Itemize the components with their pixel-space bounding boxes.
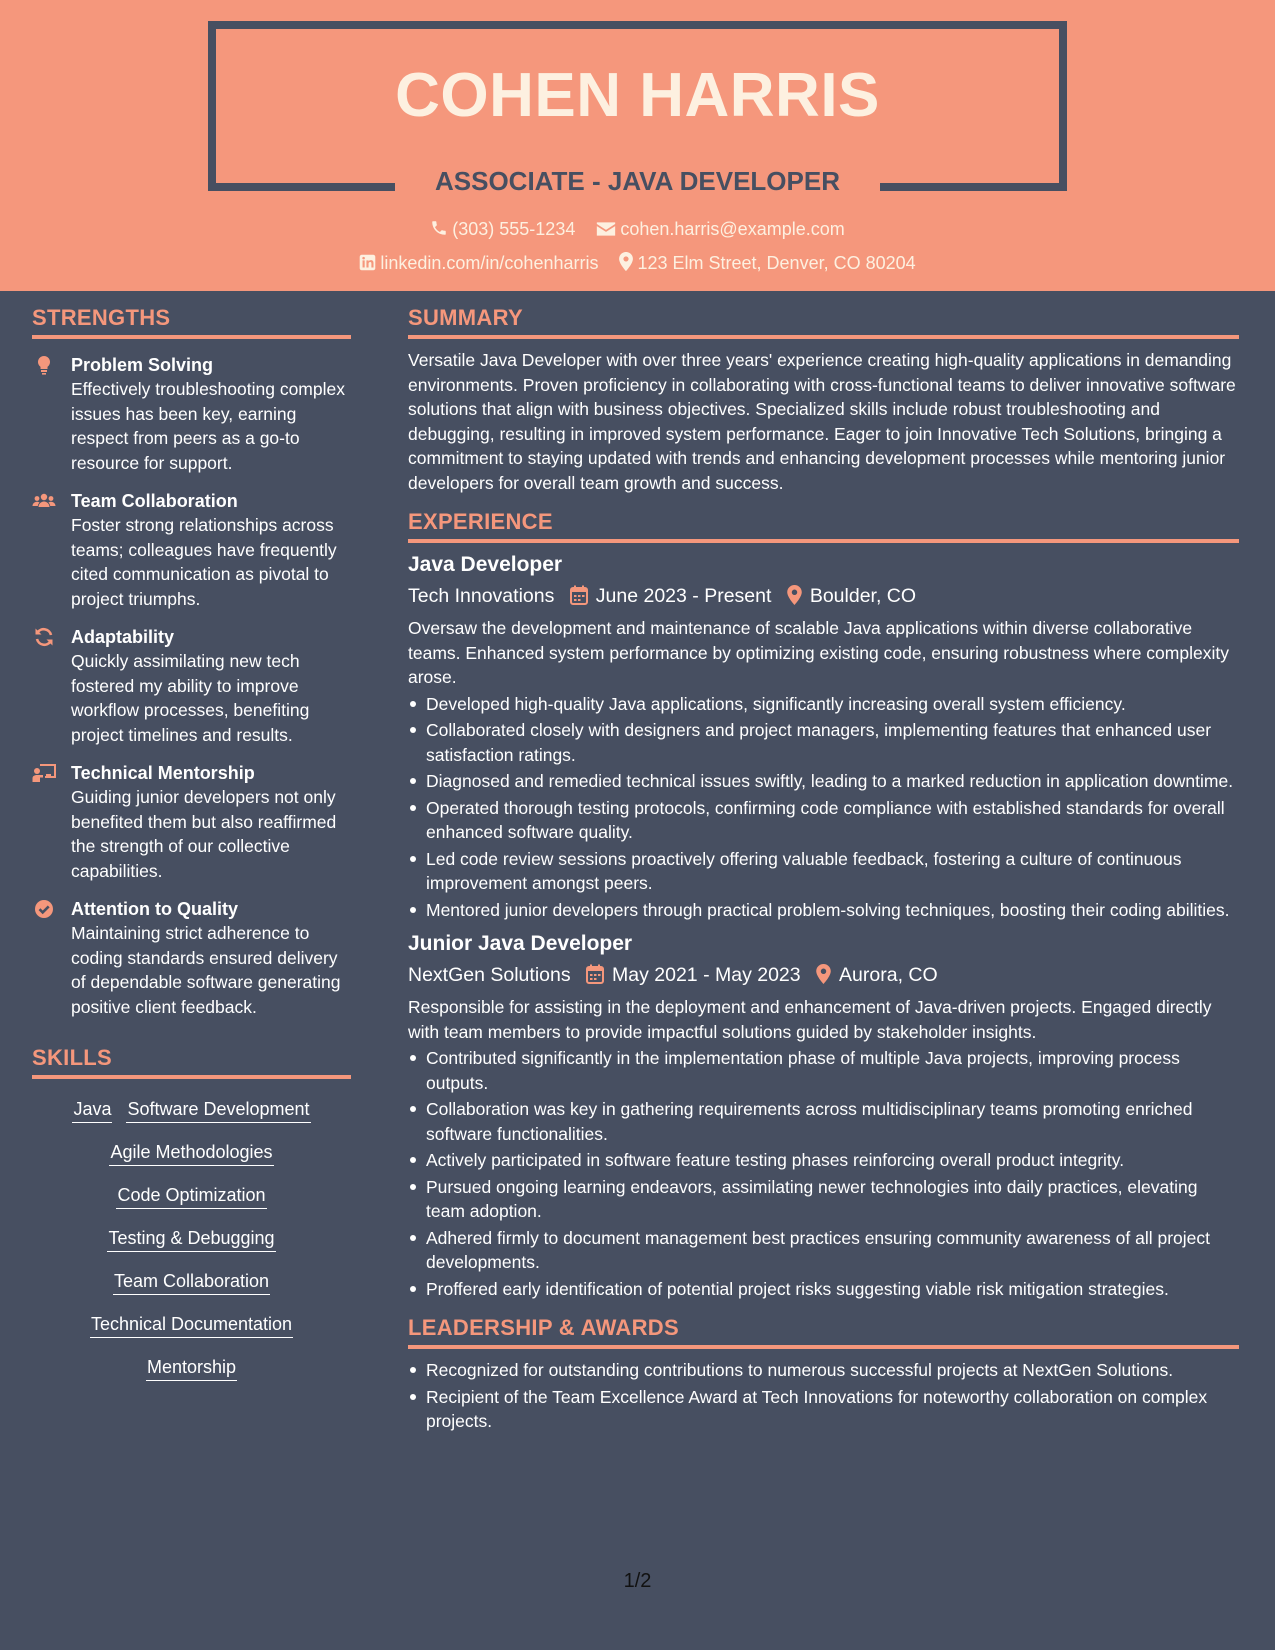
chalkboard-teacher-icon [32, 763, 56, 783]
strength-desc: Maintaining strict adherence to coding standards ensured delivery of dependable software generating positive client feedback. [71, 923, 341, 1017]
linkedin-item[interactable] [359, 253, 598, 274]
resume-header [0, 0, 1275, 291]
skill-tag: Testing & Debugging [107, 1226, 275, 1252]
summary-heading: SUMMARY [408, 305, 1239, 339]
bullet-item: Actively participated in software feature testing phases reinforcing overall product integrity. [408, 1148, 1239, 1173]
left-column [32, 305, 351, 1398]
job-meta [408, 961, 1239, 989]
skill-tag: Agile Methodologies [109, 1140, 273, 1166]
awards-list [408, 1358, 1239, 1434]
candidate-name: COHEN HARRIS [395, 61, 880, 130]
refresh-icon [32, 627, 56, 647]
skill-tag: Software Development [126, 1097, 310, 1123]
bullet-item: Mentored junior developers through practical problem-solving techniques, boosting their coding abilities. [408, 898, 1239, 923]
skill-row [32, 1226, 351, 1252]
experience-heading: EXPERIENCE [408, 509, 1239, 543]
strength-title: Attention to Quality [71, 899, 238, 919]
strength-title: Adaptability [71, 627, 175, 647]
job-dates: May 2021 - May 2023 [612, 964, 801, 986]
skill-tag: Mentorship [146, 1355, 237, 1381]
envelope-icon [596, 221, 616, 237]
award-item: Recognized for outstanding contributions to numerous successful projects at NextGen Solutions. [408, 1358, 1239, 1383]
bullet-item: Developed high-quality Java applications, significantly increasing overall system efficiency. [408, 692, 1239, 717]
phone-text: (303) 555-1234 [452, 219, 576, 239]
job-title: ASSOCIATE - JAVA DEVELOPER [435, 166, 840, 196]
bullet-item: Contributed significantly in the implementation phase of multiple Java projects, improving process outputs. [408, 1046, 1239, 1095]
bullet-item: Collaboration was key in gathering requirements across multidisciplinary teams promoting enriched software functionalities. [408, 1097, 1239, 1146]
bullet-item: Operated thorough testing protocols, confirming code compliance with established standards for overall enhanced software quality. [408, 796, 1239, 845]
strength-desc: Quickly assimilating new tech fostered my ability to improve workflow processes, benefiting project timelines and results. [71, 651, 310, 745]
phone-item[interactable] [430, 219, 575, 240]
job-location: Boulder, CO [809, 585, 917, 607]
job-location-item [787, 582, 916, 610]
skill-row [32, 1312, 351, 1338]
address-item [619, 252, 915, 274]
job-role: Java Developer [408, 553, 563, 576]
strength-item [32, 761, 351, 883]
job-bullets [408, 692, 1239, 923]
skill-row [32, 1097, 351, 1123]
strength-desc: Effectively troubleshooting complex issues has been key, earning respect from peers as a go-to resource for support. [71, 379, 345, 473]
job-description: Oversaw the development and maintenance of scalable Java applications within diverse collaborative teams. Enhanced system performance by optimizing existing code, ensuring robustness where complexity arose. [408, 618, 1229, 687]
bullet-item: Led code review sessions proactively offering valuable feedback, fostering a culture of continuous improvement amongst peers. [408, 847, 1239, 896]
awards-heading: LEADERSHIP & AWARDS [408, 1315, 1239, 1349]
map-marker-icon [787, 585, 802, 605]
strengths-heading: STRENGTHS [32, 305, 351, 339]
job-bullets [408, 1046, 1239, 1301]
skill-tag: Java [72, 1097, 112, 1123]
strength-item [32, 489, 351, 611]
contact-line-2 [0, 252, 1275, 274]
strength-item [32, 897, 351, 1019]
job-location: Aurora, CO [839, 964, 938, 986]
check-circle-icon [32, 899, 56, 919]
email-item[interactable] [596, 219, 844, 240]
job-entry [408, 551, 1239, 922]
phone-icon [430, 219, 448, 237]
bullet-item: Proffered early identification of potential project risks suggesting viable risk mitigation strategies. [408, 1277, 1239, 1302]
skill-row [32, 1140, 351, 1166]
skill-row [32, 1355, 351, 1381]
skill-tag: Code Optimization [116, 1183, 266, 1209]
contact-line-1 [0, 219, 1275, 240]
bullet-item: Collaborated closely with designers and project managers, implementing features that enhanced user satisfaction ratings. [408, 718, 1239, 767]
strength-desc: Foster strong relationships across teams; colleagues have frequently cited communication as pivotal to project triumphs. [71, 515, 337, 609]
map-marker-icon [816, 964, 831, 984]
right-column [408, 305, 1239, 1436]
linkedin-text: linkedin.com/in/cohenharris [380, 253, 599, 273]
strength-title: Team Collaboration [71, 491, 238, 511]
job-dates-item [586, 961, 801, 989]
skills-list [32, 1097, 351, 1381]
skill-row [32, 1183, 351, 1209]
strength-desc: Guiding junior developers not only benefited them but also reaffirmed the strength of our collective capabilities. [71, 787, 337, 881]
skill-tag: Technical Documentation [90, 1312, 293, 1338]
calendar-icon [586, 964, 604, 984]
bullet-item: Pursued ongoing learning endeavors, assimilating newer technologies into daily practices, elevating team adoption. [408, 1175, 1239, 1224]
job-company: NextGen Solutions [408, 964, 571, 986]
skill-row [32, 1269, 351, 1295]
bullet-item: Adhered firmly to document management best practices ensuring community awareness of all project developments. [408, 1226, 1239, 1275]
job-dates-item [570, 582, 772, 610]
strength-item [32, 353, 351, 475]
summary-text: Versatile Java Developer with over three years' experience creating high-quality applications in demanding environments. Proven proficiency in collaborating with cross-functional teams to deliver innovative software solutions that align with business objectives. Specialized skills include robust troubleshooting and debugging, resulting in improved system performance. Eager to join Innovative Tech Solutions, bringing a commitment to staying updated with trends and enhancing development processes while mentoring junior developers for overall team growth and success. [408, 350, 1236, 493]
strengths-list [32, 353, 351, 1019]
job-company: Tech Innovations [408, 585, 555, 607]
skill-tag: Team Collaboration [113, 1269, 270, 1295]
map-marker-icon [619, 252, 633, 271]
calendar-icon [570, 585, 588, 605]
job-description: Responsible for assisting in the deployment and enhancement of Java-driven projects. Engaged directly with team members to provide impactful solutions guided by stakeholder insights. [408, 997, 1212, 1042]
job-role: Junior Java Developer [408, 932, 633, 955]
bullet-item: Diagnosed and remedied technical issues swiftly, leading to a marked reduction in application downtime. [408, 769, 1239, 794]
linkedin-icon [359, 254, 376, 271]
strength-item [32, 625, 351, 747]
page-number: 1/2 [623, 1570, 652, 1592]
job-meta [408, 582, 1239, 610]
address-text: 123 Elm Street, Denver, CO 80204 [637, 253, 916, 273]
job-dates: June 2023 - Present [595, 585, 772, 607]
skills-heading: SKILLS [32, 1045, 351, 1079]
award-item: Recipient of the Team Excellence Award at Tech Innovations for noteworthy collaboration on complex projects. [408, 1385, 1239, 1434]
job-location-item [816, 961, 938, 989]
email-text: cohen.harris@example.com [620, 219, 845, 239]
users-icon [32, 491, 56, 511]
strength-title: Problem Solving [71, 355, 214, 375]
job-entry [408, 930, 1239, 1301]
lightbulb-icon [32, 355, 56, 375]
strength-title: Technical Mentorship [71, 763, 255, 783]
